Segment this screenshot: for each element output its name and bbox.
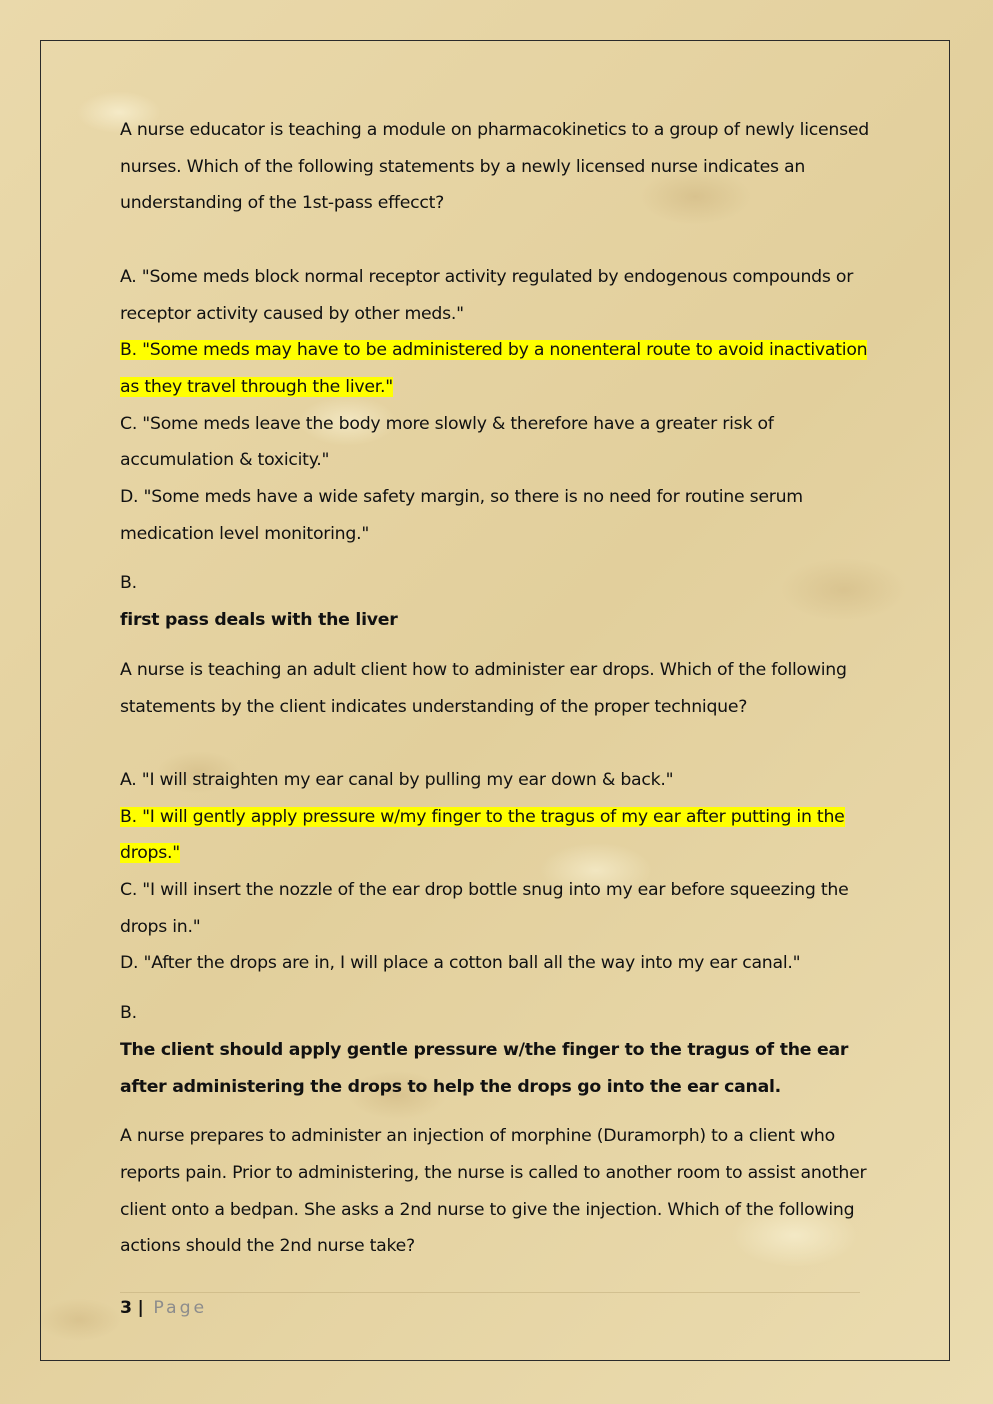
question-1-rationale: first pass deals with the liver [120,610,398,631]
question-1-option-b [120,332,872,405]
question-1-stem: A nurse educator is teaching a module on pharmacokinetics to a group of newly licensed nurses. Which of the following statements by a newly licensed nurse indicates an understanding of the 1st-pass effecct? [120,120,869,214]
footer-separator: | [137,1298,144,1318]
footer-divider [120,1292,860,1293]
spacer [120,222,872,259]
question-2-answer: B. [120,1003,137,1024]
question-2-option-d: D. "After the drops are in, I will place a cotton ball all the way into my ear canal." [120,953,801,974]
question-1-option-a: A. "Some meds block normal receptor activity regulated by endogenous compounds or receptor activity caused by other meds." [120,266,854,324]
question-1-answer: B. [120,573,137,594]
highlighted-answer: B. "I will gently apply pressure w/my finger to the tragus of my ear after putting in the drops." [120,806,845,864]
spacer [120,725,872,762]
question-2-rationale: The client should apply gentle pressure w/the finger to the tragus of the ear after administering the drops to help the drops go into the ear canal. [120,1039,849,1097]
question-1-option-d: D. "Some meds have a wide safety margin, so there is no need for routine serum medication level monitoring." [120,487,803,544]
question-2-option-c: C. "I will insert the nozzle of the ear drop bottle snug into my ear before squeezing the drops in." [120,880,849,937]
page-number: 3 [120,1298,133,1318]
page-label: Page [153,1298,208,1318]
question-1-option-c: C. "Some meds leave the body more slowly & therefore have a greater risk of accumulation & toxicity." [120,413,774,471]
question-3-stem: A nurse prepares to administer an injection of morphine (Duramorph) to a client who reports pain. Prior to administering, the nurse is called to another room to assist another client onto a bedpan. She asks a 2nd nurse to give the injection. Which of the following actions should the 2nd nurse take? [120,1126,867,1257]
question-2-stem: A nurse is teaching an adult client how to administer ear drops. Which of the following statements by the client indicates understanding of the proper technique? [120,659,847,717]
highlighted-answer: B. "Some meds may have to be administered by a nonenteral route to avoid inactivation as they travel through the liver." [120,340,868,397]
question-2-option-b [120,799,872,872]
document-body [120,112,872,1265]
question-2-option-a: A. "I will straighten my ear canal by pulling my ear down & back." [120,769,674,790]
page-footer [120,1296,207,1320]
